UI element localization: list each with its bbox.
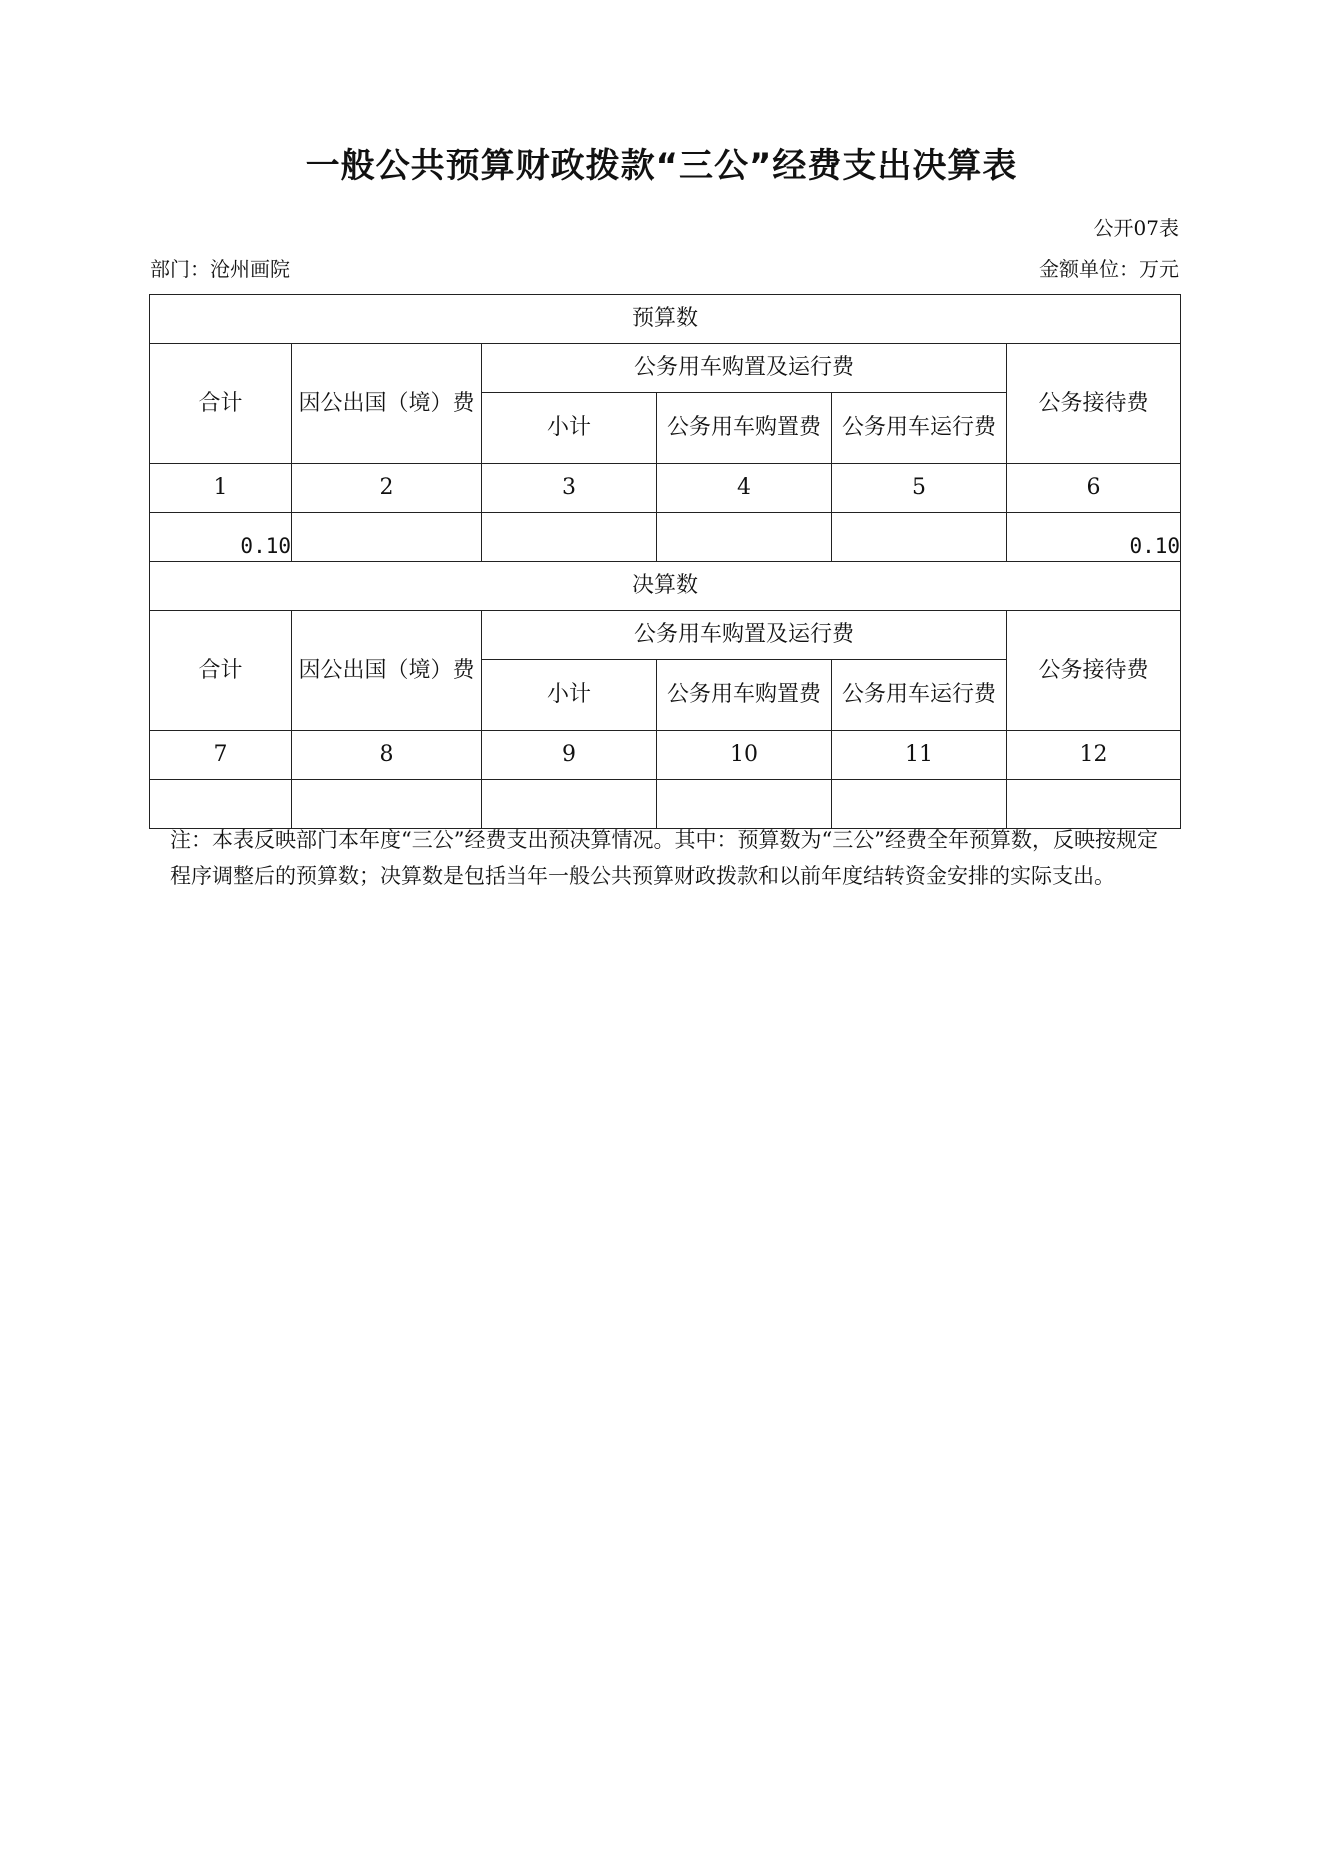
department-label: 部门：沧州画院: [150, 257, 290, 281]
amount-unit-label: 金额单位：万元: [1039, 257, 1179, 281]
final-header-row: [150, 611, 1181, 660]
budget-index-row: [150, 464, 1181, 513]
final-section-row: [150, 562, 1181, 611]
final-index-cell: 7: [150, 731, 292, 780]
final-header-reception: 公务接待费: [1007, 611, 1181, 731]
final-header-subtotal: 小计: [482, 660, 657, 731]
final-index-cell: 8: [292, 731, 482, 780]
final-index-cell: 12: [1007, 731, 1181, 780]
page-title: 一般公共预算财政拨款“三公”经费支出决算表: [305, 146, 1018, 186]
final-header-vehicle-group: 公务用车购置及运行费: [482, 611, 1007, 660]
budget-section-label: 预算数: [150, 295, 1181, 344]
budget-header-reception: 公务接待费: [1007, 344, 1181, 464]
budget-index-cell: 4: [657, 464, 832, 513]
budget-header-subtotal: 小计: [482, 393, 657, 464]
final-section-label: 决算数: [150, 562, 1181, 611]
budget-index-cell: 3: [482, 464, 657, 513]
three-public-expenses-table: [149, 294, 1181, 829]
budget-value-total: 0.10: [150, 513, 292, 562]
final-header-vehicle-operation: 公务用车运行费: [832, 660, 1007, 731]
table-note: 注：本表反映部门本年度“三公”经费支出预决算情况。其中：预算数为“三公”经费全年预算数，反映按规定程序调整后的预算数；决算数是包括当年一般公共预算财政拨款和以前年度结转资金安排的实际支出。: [170, 828, 1158, 888]
final-header-total: 合计: [150, 611, 292, 731]
final-header-vehicle-purchase: 公务用车购置费: [657, 660, 832, 731]
budget-header-vehicle-purchase: 公务用车购置费: [657, 393, 832, 464]
final-index-cell: 10: [657, 731, 832, 780]
budget-value-reception: 0.10: [1007, 513, 1181, 562]
budget-index-cell: 5: [832, 464, 1007, 513]
budget-value-abroad: [292, 513, 482, 562]
budget-header-total: 合计: [150, 344, 292, 464]
budget-value-vehicle-purchase: [657, 513, 832, 562]
budget-index-cell: 2: [292, 464, 482, 513]
form-code: 公开07表: [1093, 216, 1179, 240]
budget-value-row: [150, 513, 1181, 562]
final-header-abroad: 因公出国（境）费: [292, 611, 482, 731]
final-index-row: [150, 731, 1181, 780]
budget-index-cell: 6: [1007, 464, 1181, 513]
budget-index-cell: 1: [150, 464, 292, 513]
budget-header-abroad: 因公出国（境）费: [292, 344, 482, 464]
budget-header-vehicle-group: 公务用车购置及运行费: [482, 344, 1007, 393]
budget-value-subtotal: [482, 513, 657, 562]
budget-header-row: [150, 344, 1181, 393]
budget-section-row: [150, 295, 1181, 344]
final-index-cell: 11: [832, 731, 1007, 780]
final-index-cell: 9: [482, 731, 657, 780]
budget-header-vehicle-operation: 公务用车运行费: [832, 393, 1007, 464]
budget-value-vehicle-operation: [832, 513, 1007, 562]
